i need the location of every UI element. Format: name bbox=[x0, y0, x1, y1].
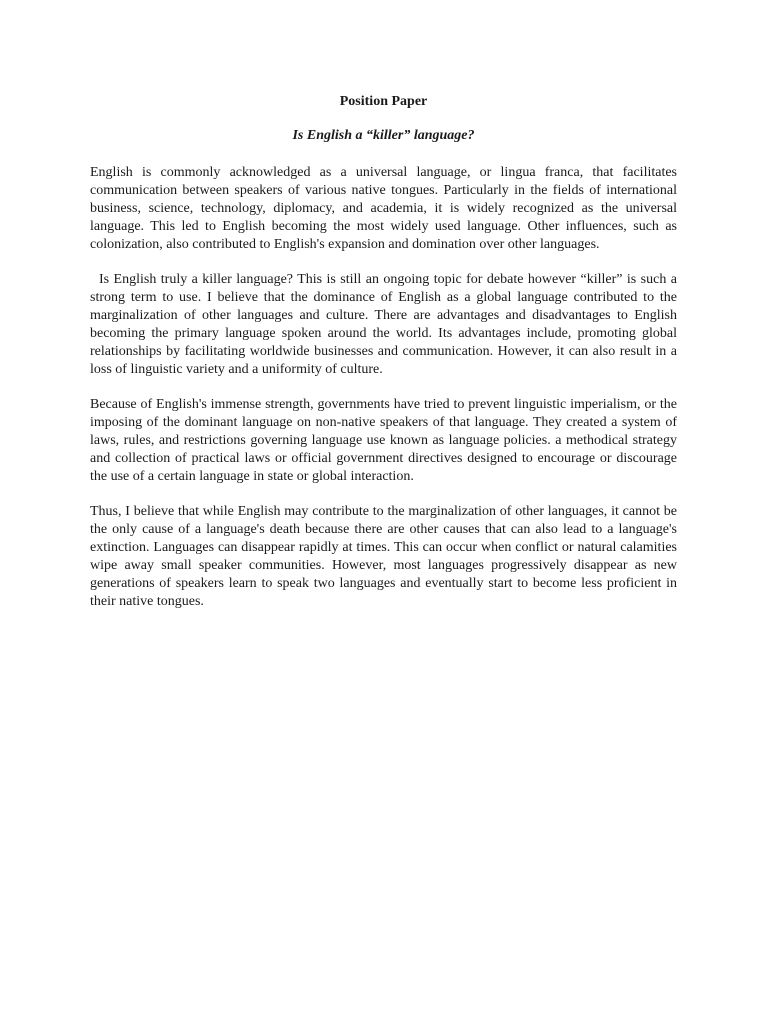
document-body bbox=[90, 93, 677, 628]
document-title: Position Paper bbox=[339, 94, 428, 109]
paragraph-introduction: English is commonly acknowledged as a universal language, or lingua franca, that facilitates communication between speakers of various native tongues. Particularly in the fields of international business, science, technology, diplomacy, and academia, it is widely recognized as the universal language. This led to English becoming the most widely used language. Other influences, such as colonization, also contributed to English's expansion and domination over other languages. bbox=[90, 165, 677, 252]
document-subtitle: Is English a “killer” language? bbox=[292, 128, 475, 143]
paragraph-conclusion: Thus, I believe that while English may contribute to the marginalization of other languages, it cannot be the only cause of a language's death because there are other causes that can also lead to a language's extinction. Languages can disappear rapidly at times. This can occur when conflict or natural calamities wipe away small speaker communities. However, most languages progressively disappear as new generations of speakers learn to speak two languages and eventually start to become less proficient in their native tongues. bbox=[90, 504, 677, 609]
paragraph-language-policies: Because of English's immense strength, governments have tried to prevent linguistic imperialism, or the imposing of the dominant language on non-native speakers of that language. They created a system of laws, rules, and restrictions governing language use known as language policies. a methodical strategy and collection of practical laws or official government directives designed to encourage or discourage the use of a certain language in state or global interaction. bbox=[90, 397, 677, 484]
paragraph-killer-language: Is English truly a killer language? This is still an ongoing topic for debate however “killer” is such a strong term to use. I believe that the dominance of English as a global language contributed to the marginalization of other languages and culture. There are advantages and disadvantages to English becoming the primary language spoken around the world. Its advantages include, promoting global relationships by facilitating worldwide businesses and communication. However, it can also result in a loss of linguistic variety and a uniformity of culture. bbox=[90, 272, 677, 377]
